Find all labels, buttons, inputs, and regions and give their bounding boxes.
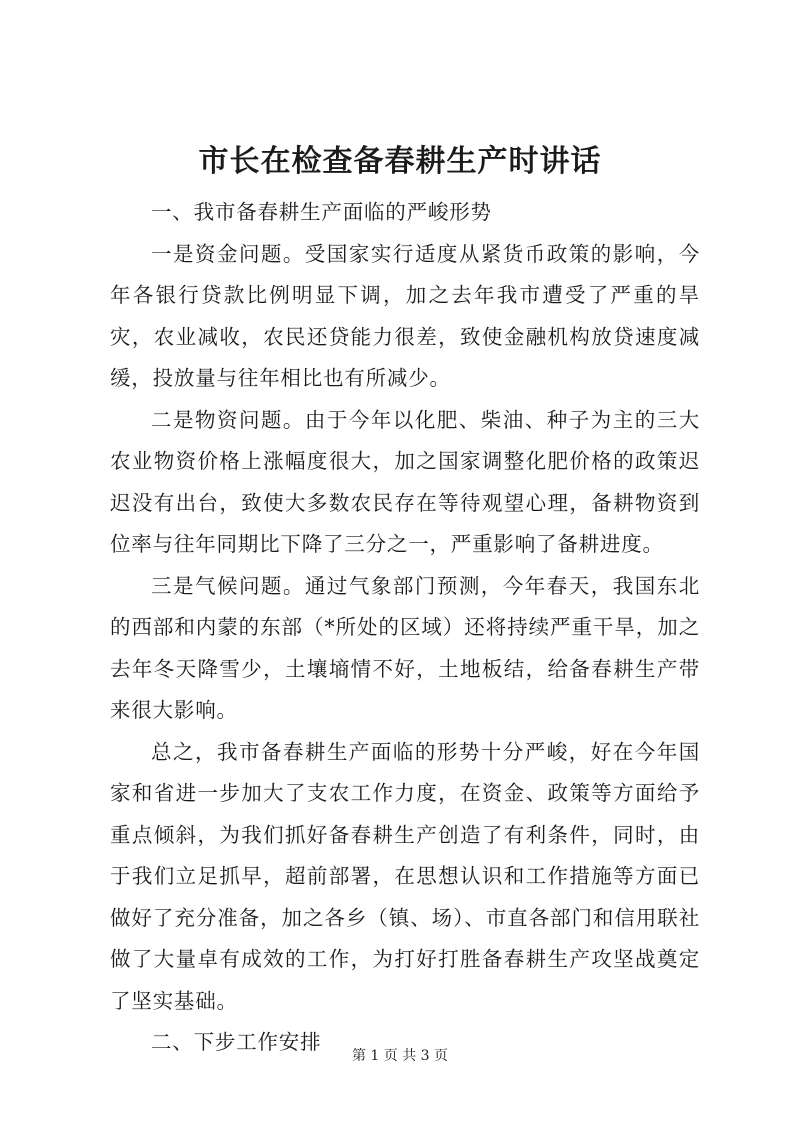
section-heading-2: 二、下步工作安排 [151, 1030, 322, 1054]
document-body [110, 192, 700, 1064]
paragraph-climate: 三是气候问题。通过气象部门预测，今年春天，我国东北的西部和内蒙的东部（*所处的区域）还将持续严重干旱，加之去年冬天降雪少，土壤墒情不好，土地板结，给备春耕生产带来很大影响。 [110, 573, 700, 722]
section-heading-1: 一、我市备春耕生产面临的严峻形势 [151, 200, 492, 224]
paragraph-materials: 二是物资问题。由于今年以化肥、柴油、种子为主的三大农业物资价格上涨幅度很大，加之国家调整化肥价格的政策迟迟没有出台，致使大多数农民存在等待观望心理，备耕物资到位率与往年同期比下降了三分之一，严重影响了备耕进度。 [110, 407, 700, 556]
page-footer: 第 1 页 共 3 页 [351, 1048, 449, 1064]
document-title: 市长在检查备春耕生产时讲话 [198, 144, 602, 179]
paragraph-funding: 一是资金问题。受国家实行适度从紧货币政策的影响，今年各银行贷款比例明显下调，加之去年我市遭受了严重的旱灾，农业减收，农民还贷能力很差，致使金融机构放贷速度减缓，投放量与往年相比也有所减少。 [110, 241, 700, 390]
paragraph-summary: 总之，我市备春耕生产面临的形势十分严峻，好在今年国家和省进一步加大了支农工作力度，在资金、政策等方面给予重点倾斜，为我们抓好备春耕生产创造了有利条件，同时，由于我们立足抓早，超前部署，在思想认识和工作措施等方面已做好了充分准备，加之各乡（镇、场）、市直各部门和信用联社做了大量卓有成效的工作，为打好打胜备春耕生产攻坚战奠定了坚实基础。 [110, 739, 700, 1013]
